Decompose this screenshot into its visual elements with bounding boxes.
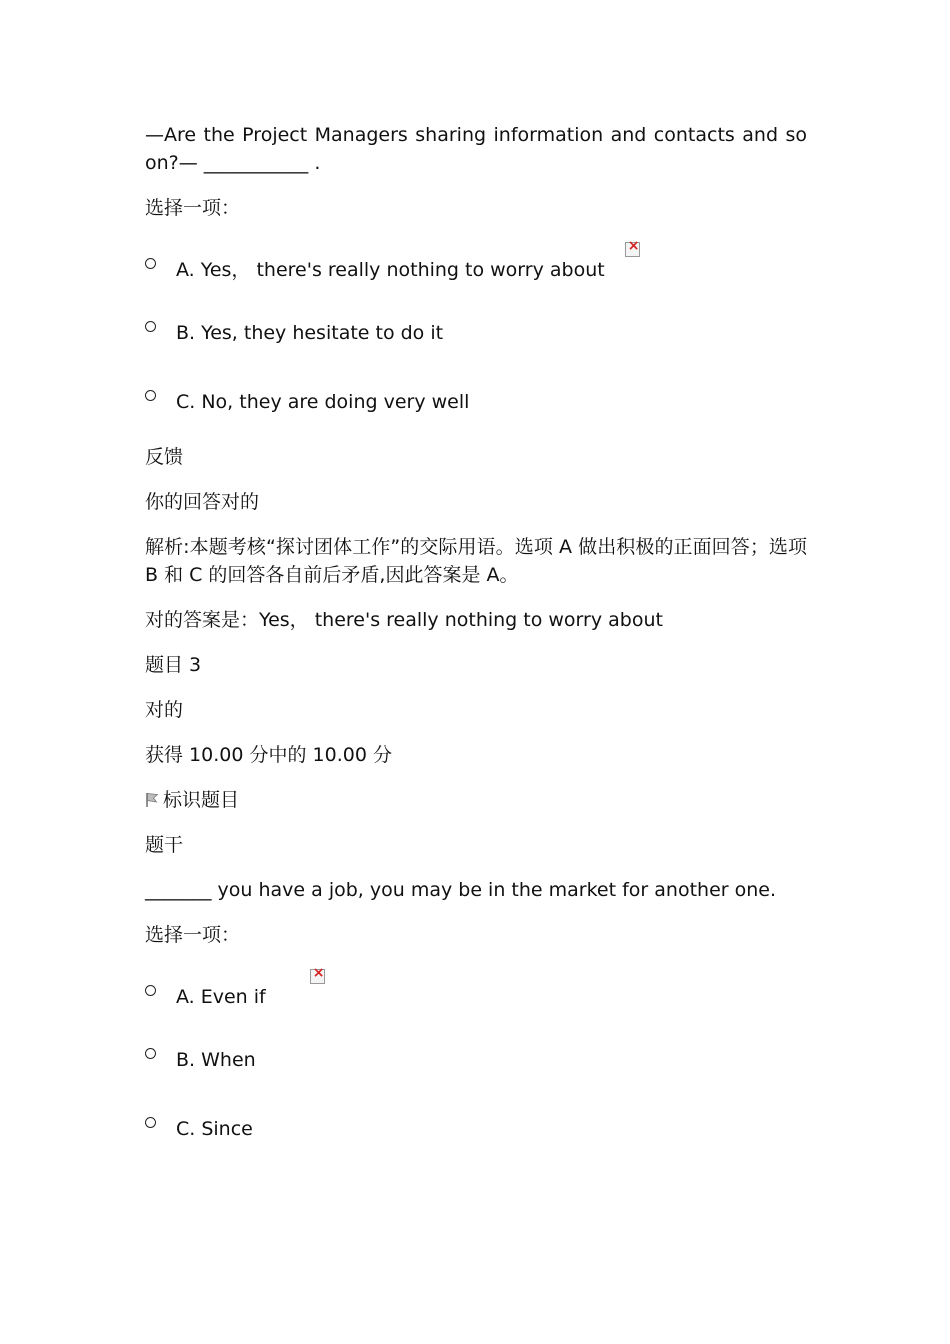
flag-icon [145,792,159,808]
q3-option-a[interactable] [145,983,807,1011]
q3-option-b[interactable] [145,1046,807,1074]
q3-score: 获得 10.00 分中的 10.00 分 [145,744,392,766]
q2-option-c[interactable] [145,388,807,416]
q3-status: 对的 [145,699,184,721]
q2-correct-answer: 对的答案是：Yes， there's really nothing to worry about [145,609,663,631]
q3-option-a-label: A. Even if [176,986,266,1008]
q2-option-b[interactable] [145,319,807,347]
radio-button-icon[interactable] [145,1117,156,1128]
q3-stem-label: 题干 [145,834,184,856]
broken-image-icon [625,242,640,257]
broken-image-icon [310,969,325,984]
q2-option-c-label: C. No, they are doing very well [176,391,470,413]
q3-flag-label: 标识题目 [163,789,240,811]
radio-button-icon[interactable] [145,1048,156,1059]
q2-stem: —Are the Project Managers sharing information and contacts and so on?— ___________ . [145,124,807,174]
q3-option-b-label: B. When [176,1049,256,1071]
q3-option-c[interactable] [145,1115,807,1143]
q2-feedback-label: 反馈 [145,446,184,468]
q2-option-a-label: A. Yes， there's really nothing to worry about [176,259,605,281]
q3-choose-label: 选择一项： [145,924,241,946]
q3-title: 题目 3 [145,654,202,676]
radio-button-icon[interactable] [145,258,156,269]
q2-choose-label: 选择一项： [145,197,241,219]
document-page [145,121,807,1143]
q2-analysis: 解析:本题考核“探讨团体工作”的交际用语。选项 A 做出积极的正面回答；选项 B 和 C 的回答各自前后矛盾,因此答案是 A。 [145,536,807,586]
q2-result-text: 你的回答对的 [145,491,260,513]
q3-option-c-label: C. Since [176,1118,253,1140]
q2-option-b-label: B. Yes, they hesitate to do it [176,322,444,344]
q3-stem: _______ you have a job, you may be in the market for another one. [145,879,776,901]
q3-flag[interactable] [145,786,807,814]
radio-button-icon[interactable] [145,985,156,996]
radio-button-icon[interactable] [145,390,156,401]
q2-option-a[interactable] [145,256,807,284]
radio-button-icon[interactable] [145,321,156,332]
